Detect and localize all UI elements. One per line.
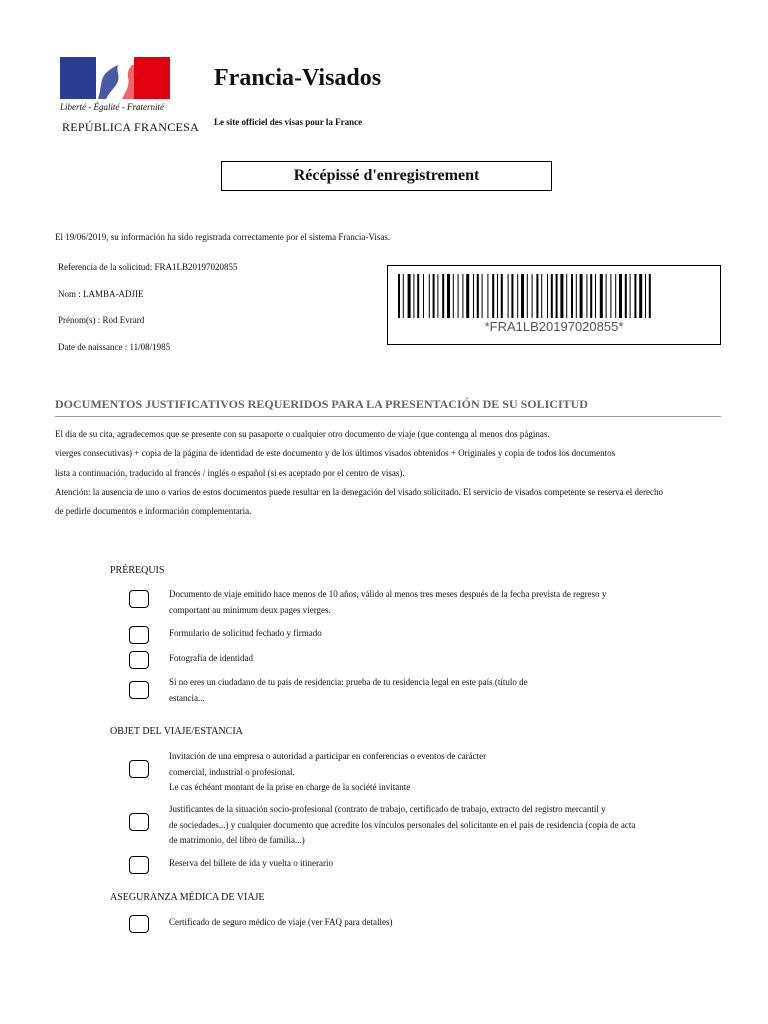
intro-line: lista a continuación, traducido al francés / inglés o español (si es aceptado por el centro de visas). [55, 468, 405, 478]
item-line: comportant au minimum deux pages vierges. [169, 604, 331, 615]
barcode-icon [398, 274, 710, 318]
applicant-birth-date: Date de naissance : 11/08/1985 [58, 342, 171, 352]
checklist-item [169, 587, 606, 618]
checklist-item [169, 915, 393, 931]
checklist-item [169, 675, 528, 706]
group-title-objet: OBJET DEL VIAJE/ESTANCIA [110, 726, 243, 737]
group-title-prerequis: PRÉREQUIS [110, 565, 165, 576]
item-line: Invitación de una empresa o autoridad a participar en conferencias o eventos de carácter [169, 751, 487, 761]
checkbox[interactable] [129, 626, 149, 644]
item-line: comercial, industrial o profesional. [169, 766, 295, 777]
checkbox[interactable] [129, 856, 149, 874]
checkbox[interactable] [129, 651, 149, 669]
barcode-text: *FRA1LB20197020855* [484, 319, 624, 334]
republic-logo [60, 57, 202, 135]
receipt-title-box [221, 161, 552, 191]
registration-confirmation: El 19/06/2019, su información ha sido registrada correctamente por el sistema Francia-Visas. [55, 232, 391, 242]
barcode-box [387, 265, 721, 345]
group-title-aseguranza: ASEGURANZA MÉDICA DE VIAJE [110, 892, 265, 903]
receipt-title: Récépissé d'enregistrement [293, 167, 480, 184]
item-line: Si no eres un ciudadano de tu país de residencia: prueba de tu residencia legal en este país (título de [169, 677, 528, 687]
intro-line: El día de su cita, agradecemos que se presente con su pasaporte o cualquier otro documento de viaje (que contenga al menos dos páginas. [55, 429, 550, 439]
checklist-item [169, 651, 253, 667]
checkbox[interactable] [129, 760, 149, 778]
item-line: Formulario de solicitud fechado y firmado [169, 628, 322, 638]
application-reference: Referencia de la solicitud: FRA1LB20197020855 [58, 262, 238, 272]
republic-name: REPÚBLICA FRANCESA [62, 120, 200, 134]
intro-line: de pedirle documentos e información complementaria. [55, 506, 252, 516]
item-line: Justificantes de la situación socio-profesional (contrato de trabajo, certificado de trabajo, extracto del registro mercantil y [169, 804, 606, 814]
checkbox[interactable] [129, 813, 149, 831]
marianne-flag-icon [60, 57, 170, 99]
republic-motto: Liberté - Égalité - Fraternité [60, 102, 164, 112]
checkbox[interactable] [129, 915, 149, 933]
checklist-item [169, 856, 333, 872]
item-line: Reserva del billete de ida y vuelta o itinerario [169, 858, 333, 868]
checklist-item [169, 626, 322, 642]
item-line: de sociedades...) y cualquier documento que acredite los vínculos personales del solicitante en el país de residencia (copia de acta [169, 819, 636, 830]
applicant-first-names: Prénom(s) : Rod Evrard [58, 315, 145, 325]
checkbox[interactable] [129, 590, 149, 608]
site-subtitle: Le site officiel des visas pour la France [214, 117, 363, 127]
section-heading: DOCUMENTOS JUSTIFICATIVOS REQUERIDOS PARA LA PRESENTACIÓN DE SU SOLICITUD [55, 397, 721, 417]
item-line: estancia... [169, 692, 205, 703]
site-title: Francia-Visados [214, 65, 382, 91]
checklist-item [169, 749, 486, 796]
item-line: Certificado de seguro médico de viaje (ver FAQ para detalles) [169, 917, 393, 927]
item-line: Fotografía de identidad [169, 653, 253, 663]
checklist-item [169, 802, 635, 849]
intro-line: vierges consecutivas) + copia de la página de identidad de este documento y de los últimos visados obtenidos + Originales y copia de todos los documentos [55, 448, 616, 458]
intro-line: Atención: la ausencia de uno o varios de estos documentos puede resultar en la denegación del visado solicitado. El servicio de visados competente se reserva el derecho [55, 487, 664, 497]
item-line: Documento de viaje emitido hace menos de 10 años, válido al menos tres meses después de la fecha prevista de regreso y [169, 589, 607, 599]
applicant-surname: Nom : LAMBA-ADJIE [58, 289, 144, 299]
item-line: de matrimonio, del libro de familia...) [169, 835, 305, 845]
checkbox[interactable] [129, 681, 149, 699]
item-line: Le cas échéant montant de la prise en charge de la société invitante [169, 782, 411, 792]
